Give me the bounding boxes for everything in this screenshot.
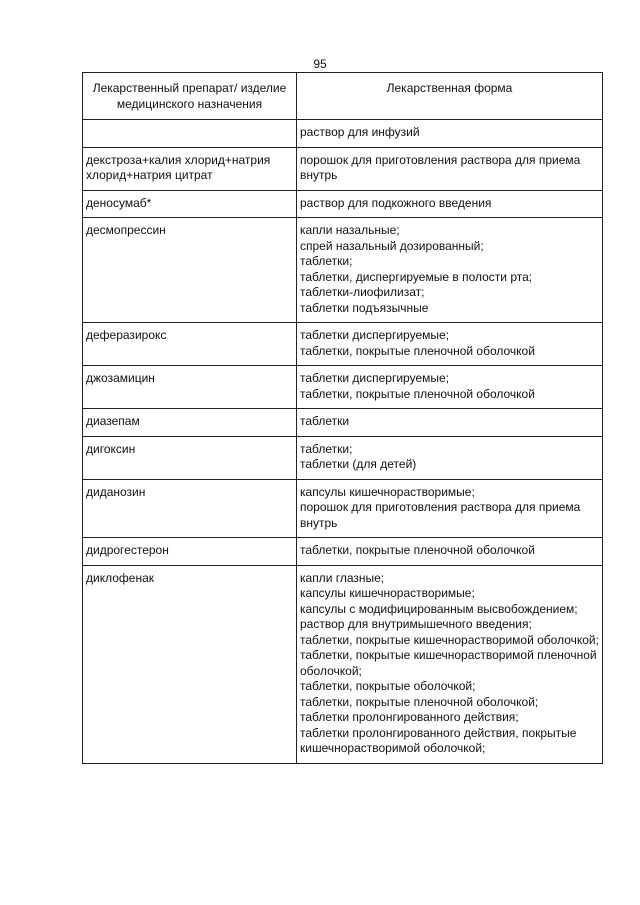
- dosage-form-cell: [297, 565, 603, 763]
- drug-name-cell: дигоксин: [83, 436, 297, 479]
- drug-name-cell: диазепам: [83, 409, 297, 437]
- table-row: [83, 409, 603, 437]
- dosage-form-item: капсулы кишечнорастворимые;: [300, 484, 475, 499]
- drug-name-cell: диданозин: [83, 479, 297, 538]
- dosage-form-cell: [297, 436, 603, 479]
- header-drug: Лекарственный препарат/ изделие медицинского назначения: [83, 73, 297, 120]
- dosage-form-item: таблетки, покрытые кишечнорастворимой оболочкой;: [300, 632, 599, 647]
- dosage-form-item: капсулы кишечнорастворимые;: [300, 586, 475, 600]
- dosage-form-item: таблетки, покрытые оболочкой;: [300, 679, 476, 693]
- drug-name-cell: [83, 120, 297, 148]
- table-row: [83, 120, 603, 148]
- dosage-form-item: таблетки, покрытые пленочной оболочкой;: [300, 694, 539, 709]
- dosage-form-cell: [297, 479, 603, 538]
- drug-name-cell: декстроза+калия хлорид+натрия хлорид+натрия цитрат: [83, 147, 297, 190]
- dosage-form-item: таблетки (для детей): [300, 457, 417, 471]
- drug-forms-table: [82, 72, 603, 764]
- drug-name-cell: диклофенак: [83, 565, 297, 763]
- dosage-form-cell: [297, 120, 603, 148]
- dosage-form-cell: [297, 538, 603, 566]
- table-row: [83, 366, 603, 409]
- dosage-form-item: таблетки пролонгированного действия;: [300, 710, 519, 724]
- dosage-form-item: таблетки, покрытые пленочной оболочкой: [300, 543, 535, 557]
- dosage-form-item: таблетки подъязычные: [300, 300, 429, 315]
- table-row: [83, 565, 603, 763]
- table-row: [83, 479, 603, 538]
- drug-name-cell: деферазирокс: [83, 323, 297, 366]
- dosage-form-item: порошок для приготовления раствора для приема внутрь: [300, 500, 581, 530]
- table-row: [83, 323, 603, 366]
- drug-name-cell: деносумаб*: [83, 190, 297, 218]
- dosage-form-item: таблетки;: [300, 441, 353, 456]
- dosage-form-item: раствор для подкожного введения: [300, 195, 492, 210]
- dosage-form-cell: [297, 218, 603, 323]
- drug-name-cell: джозамицин: [83, 366, 297, 409]
- dosage-form-item: таблетки диспергируемые;: [300, 371, 450, 385]
- table-body: [83, 120, 603, 764]
- dosage-form-item: таблетки пролонгированного действия, покрытые кишечнорастворимой оболочкой;: [300, 725, 577, 755]
- table-row: [83, 190, 603, 218]
- dosage-form-item: таблетки, покрытые пленочной оболочкой: [300, 386, 535, 401]
- table-header-row: [83, 73, 603, 120]
- table-row: [83, 538, 603, 566]
- drug-name-cell: десмопрессин: [83, 218, 297, 323]
- drug-name-cell: дидрогестерон: [83, 538, 297, 566]
- dosage-form-cell: [297, 323, 603, 366]
- dosage-form-item: раствор для внутримышечного введения;: [300, 617, 532, 631]
- dosage-form-item: раствор для инфузий: [300, 125, 420, 139]
- header-form: Лекарственная форма: [297, 73, 603, 120]
- table-row: [83, 218, 603, 323]
- dosage-form-item: таблетки-лиофилизат;: [300, 285, 425, 299]
- dosage-form-item: таблетки: [300, 414, 350, 428]
- dosage-form-item: капсулы с модифицированным высвобождением;: [300, 601, 578, 616]
- dosage-form-cell: [297, 190, 603, 218]
- table-row: [83, 147, 603, 190]
- dosage-form-item: таблетки, покрытые кишечнорастворимой пленочной оболочкой;: [300, 648, 597, 678]
- dosage-form-item: таблетки диспергируемые;: [300, 328, 450, 342]
- dosage-form-item: таблетки, покрытые пленочной оболочкой: [300, 343, 535, 358]
- dosage-form-item: таблетки;: [300, 254, 353, 268]
- dosage-form-item: таблетки, диспергируемые в полости рта;: [300, 269, 533, 284]
- dosage-form-item: порошок для приготовления раствора для приема внутрь: [300, 152, 581, 182]
- dosage-form-cell: [297, 409, 603, 437]
- dosage-form-cell: [297, 366, 603, 409]
- table-row: [83, 436, 603, 479]
- page-number: 95: [313, 57, 327, 71]
- dosage-form-cell: [297, 147, 603, 190]
- dosage-form-item: спрей назальный дозированный;: [300, 238, 484, 253]
- dosage-form-item: капли глазные;: [300, 570, 385, 585]
- dosage-form-item: капли назальные;: [300, 223, 400, 237]
